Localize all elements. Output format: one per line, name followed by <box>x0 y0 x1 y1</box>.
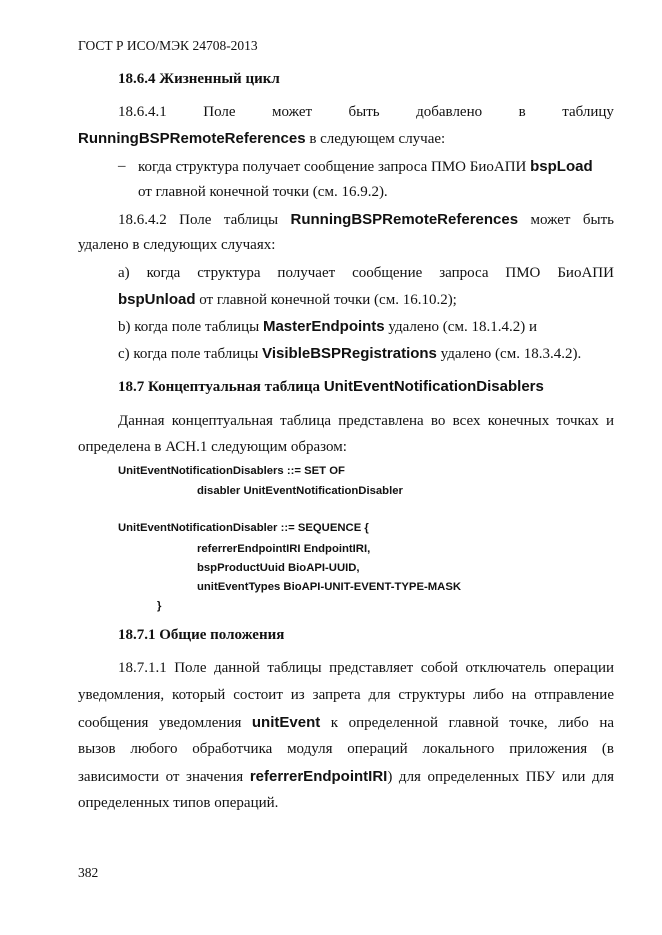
code-line: referrerEndpointIRI EndpointIRI, <box>197 543 371 555</box>
word: а) <box>118 265 130 281</box>
bullet-item-line2: от главной конечной точки (см. 16.9.2). <box>138 184 388 200</box>
code-line: unitEventTypes BioAPI-UNIT-EVENT-TYPE-MASK <box>197 581 462 593</box>
text: от главной конечной точки (см. 16.10.2); <box>195 292 457 308</box>
field-term: bspLoad <box>530 158 593 175</box>
text: когда структура получает сообщение запроса ПМО БиоАПИ <box>138 159 531 175</box>
code-line: UnitEventNotificationDisablers ::= SET OF <box>118 465 345 477</box>
code-line: bspProductUuid BioAPI-UUID, <box>197 562 360 574</box>
field-term: referrerEndpointIRI <box>249 768 388 785</box>
code-line: disabler UnitEventNotificationDisabler <box>197 485 403 497</box>
field-term: unitEvent <box>251 714 321 731</box>
page-number: 382 <box>78 865 99 880</box>
section-title-18-7-1: 18.7.1 Общие положения <box>118 627 285 643</box>
text: к определенной главной точке, либо на <box>320 715 614 731</box>
word: структура <box>197 265 261 281</box>
paragraph-18-7-1-1-line1: 18.7.1.1 Поле данной таблицы представляет собой отключатель операции <box>118 660 614 676</box>
paragraph-18-7-1-1-line6: определенных типов операций. <box>78 795 279 811</box>
text: сообщения уведомления <box>78 715 252 731</box>
code-line: } <box>157 600 162 612</box>
text: удалено (см. 18.3.4.2). <box>436 346 582 362</box>
text: с) когда поле таблицы <box>118 346 263 362</box>
list-item-a-line1 <box>118 265 614 282</box>
word: сообщение <box>352 265 423 281</box>
paragraph-18-7-line1: Данная концептуальная таблица представлена во всех конечных точках и <box>118 413 614 429</box>
word: 18.6.4.1 <box>118 104 167 120</box>
text: в следующем случае: <box>305 131 446 147</box>
field-term: RunningBSPRemoteReferences <box>290 211 519 228</box>
field-term: RunningBSPRemoteReferences <box>78 130 306 147</box>
paragraph-18-7-1-1-line4: вызов любого обработчика модуля операций локального приложения (в <box>78 741 614 757</box>
bullet-item-line1 <box>138 158 593 176</box>
section-title-18-6-4: 18.6.4 Жизненный цикл <box>118 71 280 87</box>
title-text: 18.7 Концептуальная таблица <box>118 379 324 395</box>
word: БиоАПИ <box>557 265 614 281</box>
bullet-dash: – <box>118 158 126 174</box>
paragraph-18-6-4-2-line1 <box>118 211 614 229</box>
text: может быть <box>518 212 614 228</box>
word: запроса <box>439 265 489 281</box>
list-item-c <box>118 345 581 363</box>
text: зависимости от значения <box>78 769 250 785</box>
field-term: bspUnload <box>118 291 196 308</box>
field-term: MasterEndpoints <box>262 318 385 335</box>
word: может <box>272 104 313 120</box>
title-term: UnitEventNotificationDisablers <box>323 378 544 395</box>
word: когда <box>146 265 181 281</box>
list-item-b <box>118 318 537 336</box>
word: таблицу <box>562 104 614 120</box>
word: ПМО <box>505 265 541 281</box>
section-title-18-7 <box>118 378 544 396</box>
document-header: ГОСТ Р ИСО/МЭК 24708-2013 <box>78 38 258 53</box>
text: b) когда поле таблицы <box>118 319 263 335</box>
word: получает <box>277 265 336 281</box>
field-term: VisibleBSPRegistrations <box>262 345 437 362</box>
text: ) для определенных ПБУ или для <box>387 769 614 785</box>
word: добавлено <box>416 104 483 120</box>
text: 18.6.4.2 Поле таблицы <box>118 212 291 228</box>
word: Поле <box>203 104 236 120</box>
paragraph-18-7-line2: определена в АСН.1 следующим образом: <box>78 439 347 455</box>
word: быть <box>348 104 380 120</box>
text: удалено (см. 18.1.4.2) и <box>384 319 537 335</box>
paragraph-18-6-4-1-line2 <box>78 130 445 148</box>
paragraph-18-6-4-1-line1 <box>118 104 614 121</box>
code-line: UnitEventNotificationDisabler ::= SEQUENCE { <box>118 522 369 534</box>
paragraph-18-7-1-1-line3 <box>78 714 614 732</box>
paragraph-18-6-4-2-line2: удалено в следующих случаях: <box>78 237 276 253</box>
word: в <box>518 104 526 120</box>
paragraph-18-7-1-1-line5 <box>78 768 614 786</box>
paragraph-18-7-1-1-line2: уведомления, который состоит из запрета для структуры либо на отправление <box>78 687 614 703</box>
list-item-a-line2 <box>118 291 457 309</box>
